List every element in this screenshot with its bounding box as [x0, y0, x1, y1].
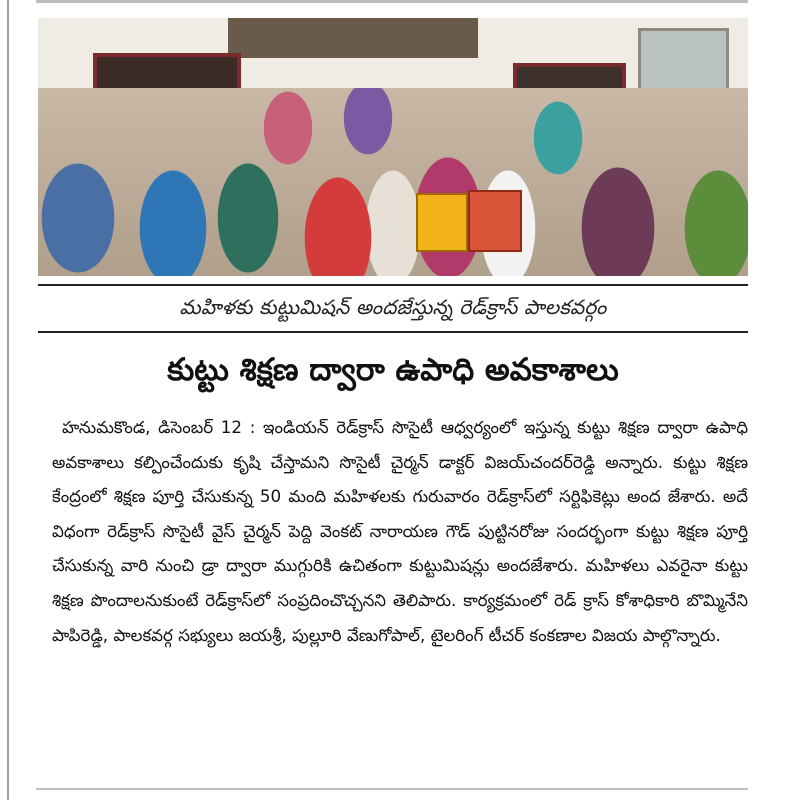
clipping-top-edge [36, 0, 748, 3]
photo-caption: మహిళకు కుట్టుమిషన్ అందజేస్తున్న రెడ్‌క్రాస్ పాలకవర్గం [179, 294, 607, 319]
article-body: హనుమకొండ, డిసెంబర్ 12 : ఇండియన్ రెడ్‌క్రాస్ సొసైటీ ఆధ్వర్యంలో ఇస్తున్న కుట్టు శిక్షణ ద్వారా ఉపాధి అవకాశాలు కల్పించేందుకు కృషి చేస్తామని సొసైటీ చైర్మన్ డాక్టర్ విజయ్‌చందర్‌రెడ్డి అన్నారు. కుట్టు శిక్షణ కేంద్రంలో శిక్షణ పూర్తి చేసుకున్న 50 మంది మహిళలకు గురువారం రెడ్‌క్రాస్‌లో సర్టిఫికెట్లు అంద జేశారు. అదే విధంగా రెడ్‌క్రాస్ సొసైటీ వైస్ చైర్మన్ పెద్ది వెంకట్ నారాయణ గౌడ్ పుట్టినరోజు సందర్భంగా కుట్టు శిక్షణ పూర్తి చేసుకున్న వారి నుంచి డ్రా ద్వారా ముగ్గురికి ఉచితంగా కుట్టుమిషన్లు అందజేశారు. మహిళలు ఎవరైనా కుట్టు శిక్షణ పొందాలనుకుంటే రెడ్‌క్రాస్‌లో సంప్రదించొచ్చనని తెలిపారు. కార్యక్రమంలో రెడ్ క్రాస్ కోశాధికారి బొమ్మినేని పాపిరెడ్డి, పాలకవర్గ సభ్యులు జయశ్రీ, పుల్లూరి వేణుగోపాల్, టైలరింగ్ టీచర్ కంకణాల విజయ పాల్గొన్నారు. [52, 417, 748, 645]
clipping-bottom-edge [36, 788, 748, 790]
photo-sewing-machine-box [416, 193, 468, 252]
news-photo [38, 18, 748, 276]
photo-group-of-people [38, 88, 748, 276]
clipping-left-edge [7, 0, 9, 800]
photo-doorway [228, 18, 478, 58]
photo-sewing-machine-box-2 [468, 190, 522, 252]
article-headline: కుట్టు శిక్షణ ద్వారా ఉపాధి అవకాశాలు [167, 351, 619, 388]
caption-bottom-rule [38, 331, 748, 333]
caption-top-rule [38, 284, 748, 286]
